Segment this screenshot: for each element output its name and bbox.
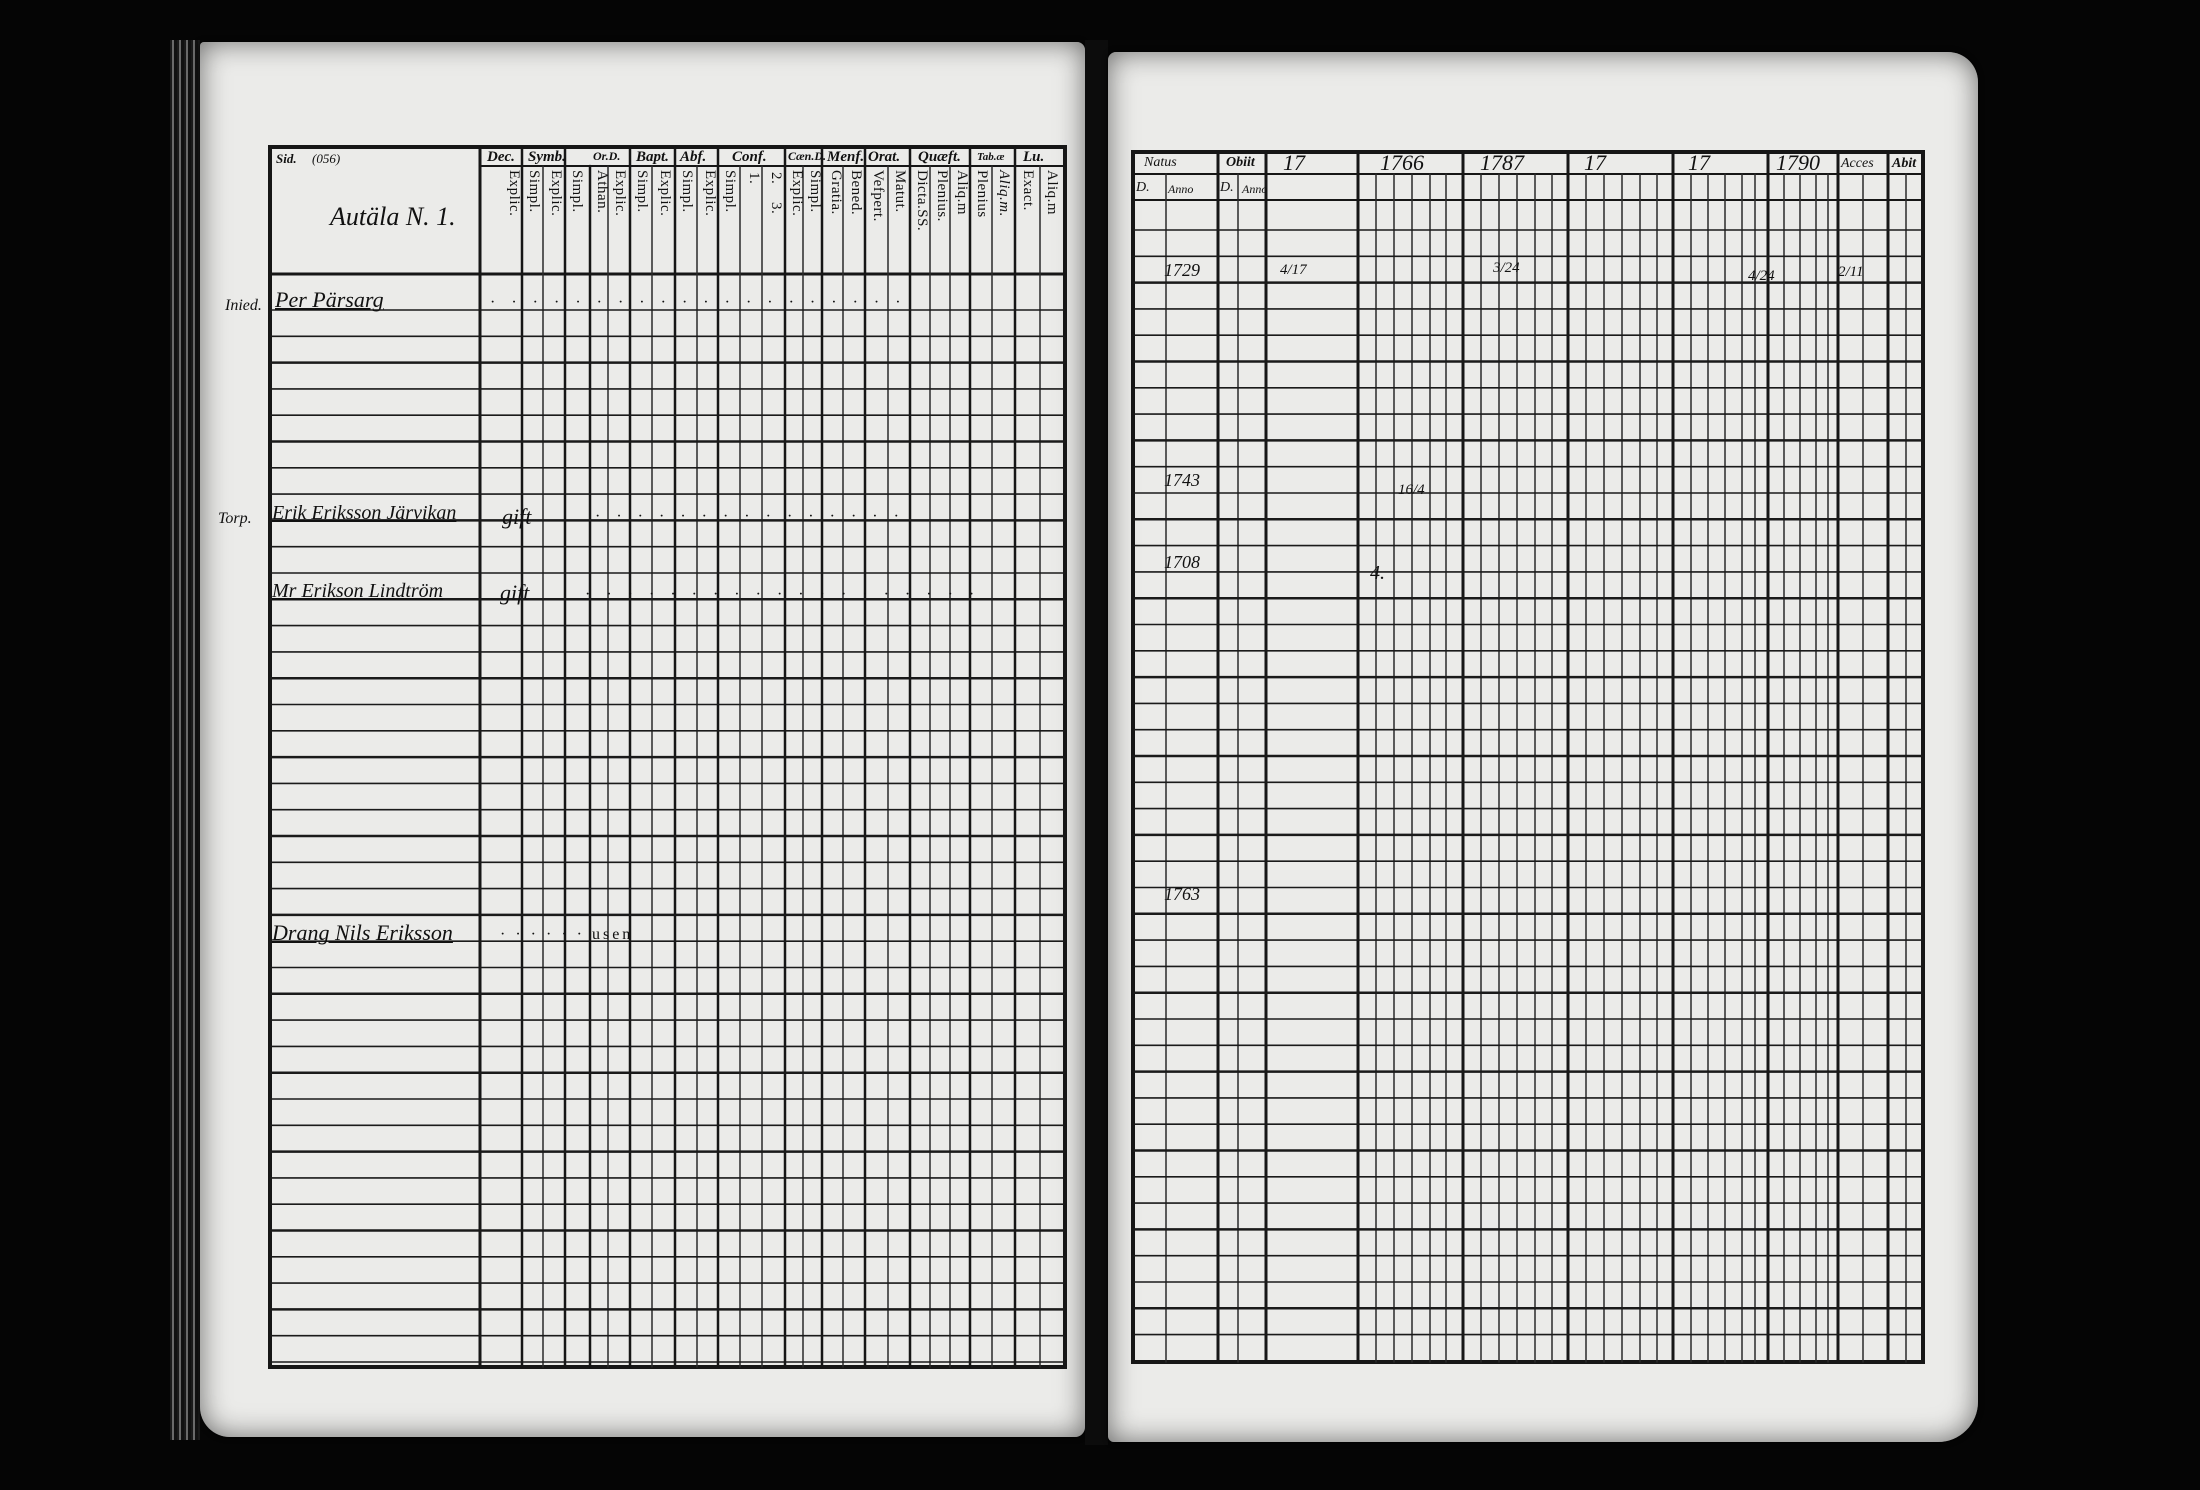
col-group-conf: Conf. <box>732 149 767 165</box>
sub-quaest-aliqm: Aliq.m <box>954 170 970 216</box>
left-page <box>200 42 1085 1437</box>
mark-acces: 2/11 <box>1838 264 1864 280</box>
sub-orat-vefpert: Vefpert. <box>870 170 886 222</box>
sub-conf-3: 3. <box>768 202 784 215</box>
corner-label: Sid. <box>276 151 297 166</box>
sub-conf-1: 1. <box>746 172 762 185</box>
mark-col3: 3/24 <box>1493 260 1520 276</box>
year-header-1: 17 <box>1283 150 1305 175</box>
obiit-header: Obiit <box>1226 155 1255 170</box>
page-number: (056) <box>312 151 341 166</box>
sub-orat-matut: Matut. <box>892 170 908 213</box>
entry-4-marks: · · · · · · usen <box>500 926 634 943</box>
sub-dec-explic: Explic. <box>506 170 522 217</box>
mark-col2b: 4. <box>1370 562 1385 584</box>
sub-dec-simpl: Simpl. <box>526 170 542 213</box>
col-group-abf: Abf. <box>680 149 707 165</box>
natus-day-header: D. <box>1136 180 1150 195</box>
right-page <box>1108 52 1978 1442</box>
year-header-2: 1766 <box>1380 150 1424 175</box>
year-header-5: 17 <box>1688 150 1710 175</box>
sub-bapt-simpl: Simpl. <box>679 170 695 213</box>
mark-col6: 4/24 <box>1748 268 1775 284</box>
sub-caend-explic: Explic. <box>789 170 805 217</box>
sub-ord-simpl: Simpl. <box>634 170 650 213</box>
entry-3-name: Mr Erikson Lindtröm <box>272 580 444 602</box>
sub-quaest-plenius: Plenius. <box>934 170 950 222</box>
entry-2-prefix: Torp. <box>218 510 252 527</box>
entry-1-prefix: Inied. <box>225 297 262 314</box>
sub-bapt-explic: Explic. <box>657 170 673 217</box>
birth-year-3: 1708 <box>1164 552 1200 572</box>
entry-1-marks: · · · · · · · · · · · · · · · · · · · · <box>490 294 907 311</box>
sub-caend-simpl: Simpl. <box>807 170 823 213</box>
mark-col2: 16/4 <box>1398 482 1425 498</box>
sub-abf-explic: Explic. <box>702 170 718 217</box>
sub-lu-exact: Exact. <box>1020 170 1036 211</box>
entry-1-name: Per Pärsarg <box>275 287 384 312</box>
sub-quaest-dicta: Dicta.SS. <box>914 170 930 232</box>
col-group-quaest: Quæft. <box>918 149 961 165</box>
natus-year-header: Anno <box>1168 182 1194 196</box>
col-group-ord: Or.D. <box>593 149 621 163</box>
right-page-grid <box>1108 52 1978 1442</box>
birth-year-4: 1763 <box>1164 884 1200 904</box>
col-group-tab: Tab.æ <box>977 151 1005 163</box>
sub-ord-explic: Explic. <box>612 170 628 217</box>
book-spine <box>1085 40 1108 1445</box>
left-page-grid <box>200 42 1085 1437</box>
year-header-3: 1787 <box>1480 150 1524 175</box>
sub-ord-athan: Athan. <box>594 170 610 214</box>
birth-year-2: 1743 <box>1164 470 1200 490</box>
obiit-year-header: Anno <box>1242 182 1268 196</box>
year-header-6: 1790 <box>1776 150 1820 175</box>
sub-lu-aliqm: Aliq.m <box>1044 170 1060 216</box>
col-group-orat: Orat. <box>868 149 901 165</box>
natus-header: Natus <box>1144 155 1177 170</box>
year-header-4: 17 <box>1584 150 1606 175</box>
col-group-bapt: Bapt. <box>636 149 669 165</box>
sub-conf-2: 2. <box>768 172 784 185</box>
entry-2-suffix: gift <box>502 504 532 529</box>
abit-header: Abit <box>1892 156 1917 171</box>
sub-symb-explic: Explic. <box>548 170 564 217</box>
page-title: Autäla N. 1. <box>330 202 456 231</box>
birth-year-1: 1729 <box>1164 260 1200 280</box>
sub-symb-simpl: Simpl. <box>569 170 585 213</box>
entry-2-name: Erik Eriksson Järvikan <box>272 502 457 524</box>
entry-2-marks: · · · · · · · · · · · · · · · <box>595 508 905 525</box>
col-group-symb: Symb. <box>528 149 566 165</box>
entry-3-suffix: gift <box>500 580 530 605</box>
sub-tab-plenius: Plenius <box>974 170 990 218</box>
col-group-lu: Lu. <box>1023 149 1045 165</box>
sub-tab-aliqm: Aliq.m. <box>996 170 1012 217</box>
sub-menf-bened: Bened. <box>848 170 864 216</box>
sub-menf-gratia: Gratia. <box>828 170 844 215</box>
mark-col1: 4/17 <box>1280 262 1307 278</box>
page-edges <box>170 40 200 1440</box>
col-group-menf: Menf. <box>827 149 865 165</box>
acces-header: Acces <box>1841 156 1874 171</box>
sub-abf-simpl: Simpl. <box>722 170 738 213</box>
col-group-dec: Dec. <box>487 149 515 165</box>
obiit-day-header: D. <box>1220 180 1234 195</box>
entry-4-name: Drang Nils Eriksson <box>272 920 453 945</box>
col-group-caend: Cæn.D. <box>788 149 827 163</box>
entry-3-marks: · · · · · · · · · · · · · · · · · · · <box>585 586 981 603</box>
